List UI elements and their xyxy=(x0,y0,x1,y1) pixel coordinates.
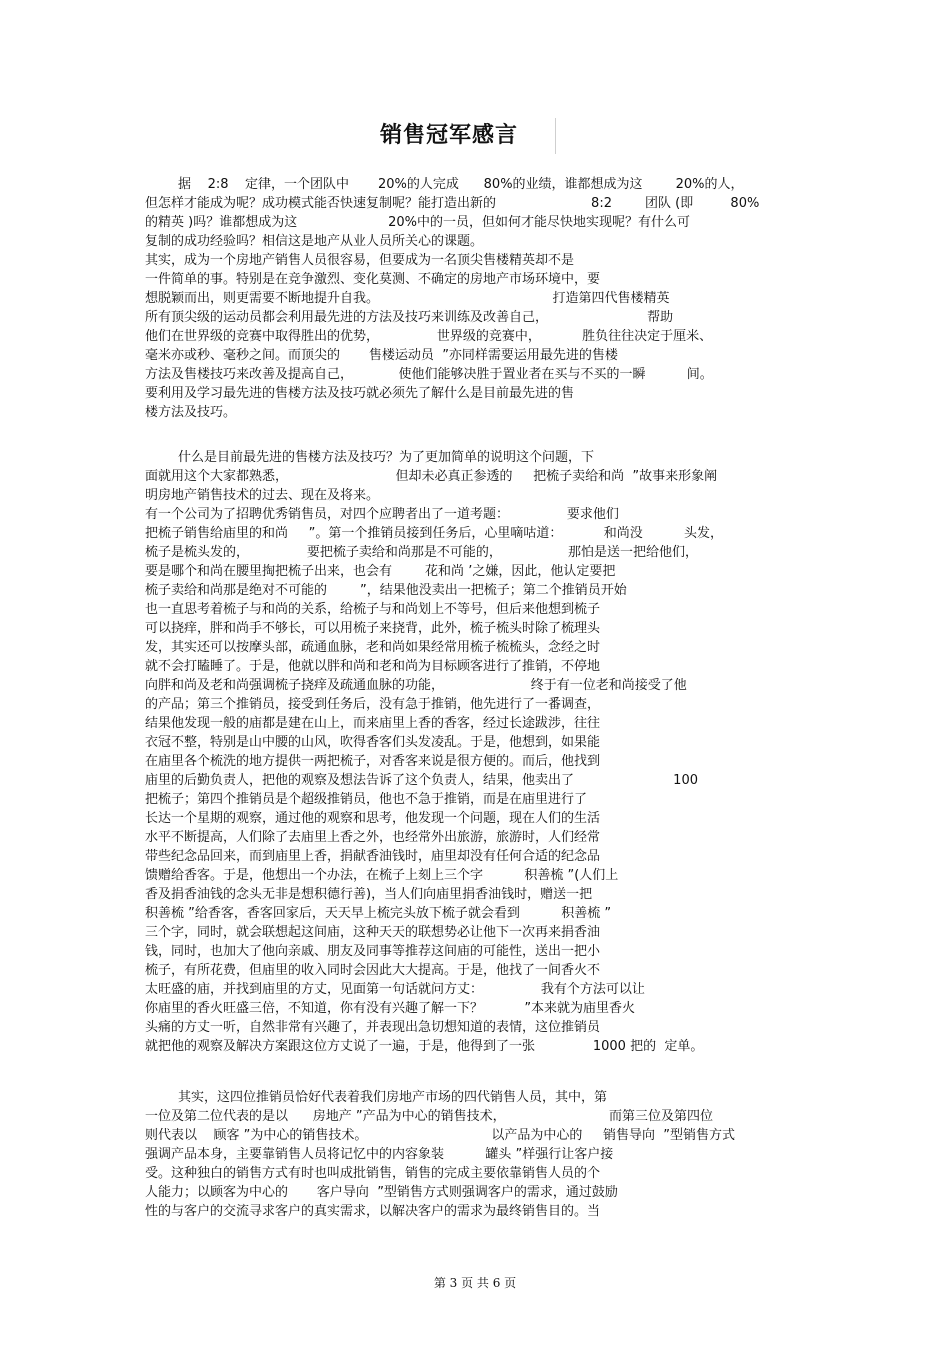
text-line: 水平不断提高，人们除了去庙里上香之外，也经常外出旅游，旅游时，人们经常 xyxy=(145,830,601,845)
text-line: 其实，成为一个房地产销售人员很容易，但要成为一名顶尖售楼精英却不是 xyxy=(145,253,575,268)
text-line: 向胖和尚及老和尚强调梳子挠痒及疏通血脉的功能， 终于有一位老和尚接受了他 xyxy=(145,678,687,693)
document-title: 销售冠军感言 xyxy=(380,123,519,148)
text-line: 面就用这个大家都熟悉， 但却未必真正参透的 把梳子卖给和尚 ”故事来形象阐 xyxy=(145,469,718,484)
text-line: 要是哪个和尚在腰里掏把梳子出来，也会有 花和尚 ’之嫌，因此，他认定要把 xyxy=(145,564,616,579)
text-line: 把梳子；第四个推销员是个超级推销员，他也不急于推销，而是在庙里进行了 xyxy=(145,792,588,807)
text-line: 受。这种独白的销售方式有时也叫成批销售，销售的完成主要依靠销售人员的个 xyxy=(145,1166,601,1181)
text-line: 三个字，同时，就会联想起这间庙，这种天天的联想势必让他下一次再来捐香油 xyxy=(145,925,601,940)
text-line: 一位及第二位代表的是以 房地产 ”产品为中心的销售技术， 而第三位及第四位 xyxy=(145,1109,713,1124)
text-line: 方法及售楼技巧来改善及提高自己， 使他们能够决胜于置业者在买与不买的一瞬 间。 xyxy=(145,367,713,382)
text-line: 你庙里的香火旺盛三倍，不知道，你有没有兴趣了解一下？ ”本来就为庙里香火 xyxy=(145,1001,636,1016)
text-line: 就不会打瞌睡了。于是，他就以胖和尚和老和尚为目标顾客进行了推销，不停地 xyxy=(145,659,601,674)
text-line: 什么是目前最先进的售楼方法及技巧？为了更加简单的说明这个问题，下 xyxy=(145,450,595,465)
text-line: 一件简单的事。特别是在竞争激烈、变化莫测、不确定的房地产市场环境中，要 xyxy=(145,272,601,287)
text-line: 所有顶尖级的运动员都会利用最先进的方法及技巧来训练及改善自己， 帮助 xyxy=(145,310,674,325)
text-line: 发，其实还可以按摩头部，疏通血脉，老和尚如果经常用梳子梳梳头，念经之时 xyxy=(145,640,601,655)
text-line: 也一直思考着梳子与和尚的关系，给梳子与和尚划上不等号，但后来他想到梳子 xyxy=(145,602,601,617)
page-footer: 第 3 页 共 6 页 xyxy=(433,1276,517,1290)
text-line: 把梳子销售给庙里的和尚 ”。第一个推销员接到任务后，心里嘀咕道： 和尚没 头发， xyxy=(145,526,724,541)
text-line: 积善梳 ”给香客，香客回家后，天天早上梳完头放下梳子就会看到 积善梳 ” xyxy=(145,906,612,921)
text-line: 强调产品本身，主要靠销售人员将记忆中的内容象装 罐头 ”样强行让客户接 xyxy=(145,1147,614,1162)
text-line: 带些纪念品回来，而到庙里上香，捐献香油钱时，庙里却没有任何合适的纪念品 xyxy=(145,849,601,864)
text-line: 明房地产销售技术的过去、现在及将来。 xyxy=(145,488,380,503)
text-line: 人能力；以顾客为中心的 客户导向 ”型销售方式则强调客户的需求，通过鼓励 xyxy=(145,1185,618,1200)
text-line: 结果他发现一般的庙都是建在山上，而来庙里上香的香客，经过长途跋涉，往往 xyxy=(145,716,601,731)
text-line: 要利用及学习最先进的售楼方法及技巧就必须先了解什么是目前最先进的售 xyxy=(145,386,575,401)
text-line: 太旺盛的庙，并找到庙里的方丈，见面第一句话就问方丈： 我有个方法可以让 xyxy=(145,982,645,997)
text-line: 的产品；第三个推销员，接受到任务后，没有急于推销，他先进行了一番调查， xyxy=(145,697,601,712)
text-line: 则代表以 顾客 ”为中心的销售技术。 以产品为中心的 销售导向 ”型销售方式 xyxy=(145,1128,736,1143)
text-line: 长达一个星期的观察，通过他的观察和思考，他发现一个问题，现在人们的生活 xyxy=(145,811,601,826)
text-line: 其实，这四位推销员恰好代表着我们房地产市场的四代销售人员，其中，第 xyxy=(145,1090,608,1105)
text-line: 据 2:8 定律，一个团队中 20%的人完成 80%的业绩，谁都想成为这 20%的人， xyxy=(145,177,744,192)
text-line: 复制的成功经验吗？相信这是地产从业人员所关心的课题。 xyxy=(145,234,484,249)
text-line: 想脱颖而出，则更需要不断地提升自我。 打造第四代售楼精英 xyxy=(145,291,670,306)
text-line: 馈赠给香客。于是，他想出一个办法，在梳子上刻上三个字 积善梳 ”(人们上 xyxy=(145,868,619,883)
text-line: 他们在世界级的竞赛中取得胜出的优势， 世界级的竞赛中， 胜负往往决定于厘米、 xyxy=(145,329,713,344)
text-line: 就把他的观察及解决方案跟这位方丈说了一遍，于是，他得到了一张 1000 把的 定单。 xyxy=(145,1039,704,1054)
text-line: 毫米亦或秒、毫秒之间。而顶尖的 售楼运动员 ”亦同样需要运用最先进的售楼 xyxy=(145,348,618,363)
text-line: 庙里的后勤负责人，把他的观察及想法告诉了这个负责人，结果，他卖出了 100 xyxy=(145,773,698,788)
text-line: 有一个公司为了招聘优秀销售员，对四个应聘者出了一道考题： 要求他们 xyxy=(145,507,619,522)
text-line: 钱，同时，也加大了他向亲戚、朋友及同事等推荐这间庙的可能性，送出一把小 xyxy=(145,944,601,959)
text-line: 头痛的方丈一听，自然非常有兴趣了，并表现出急切想知道的表情，这位推销员 xyxy=(145,1020,601,1035)
text-line: 但怎样才能成为呢？成功模式能否快速复制呢？能打造出新的 8:2 团队 (即 80% xyxy=(145,196,760,211)
text-line: 梳子是梳头发的， 要把梳子卖给和尚那是不可能的， 那怕是送一把给他们， xyxy=(145,545,698,560)
text-line: 梳子卖给和尚那是绝对不可能的 ”，结果他没卖出一把梳子；第二个推销员开始 xyxy=(145,583,627,598)
text-line: 香及捐香油钱的念头无非是想积德行善)，当人们向庙里捐香油钱时，赠送一把 xyxy=(145,887,593,902)
title-divider xyxy=(555,118,556,154)
text-line: 在庙里各个梳洗的地方提供一两把梳子，对香客来说是很方便的。而后，他找到 xyxy=(145,754,601,769)
text-line: 的精英 )吗？谁都想成为这 20%中的一员，但如何才能尽快地实现呢？有什么可 xyxy=(145,215,691,230)
text-line: 可以挠痒，胖和尚手不够长，可以用梳子来挠背，此外，梳子梳头时除了梳理头 xyxy=(145,621,601,636)
text-line: 衣冠不整，特别是山中腰的山风，吹得香客们头发凌乱。于是，他想到，如果能 xyxy=(145,735,601,750)
text-line: 梳子，有所花费，但庙里的收入同时会因此大大提高。于是，他找了一间香火不 xyxy=(145,963,601,978)
text-line: 性的与客户的交流寻求客户的真实需求，以解决客户的需求为最终销售目的。当 xyxy=(145,1204,601,1219)
text-line: 楼方法及技巧。 xyxy=(145,405,237,420)
